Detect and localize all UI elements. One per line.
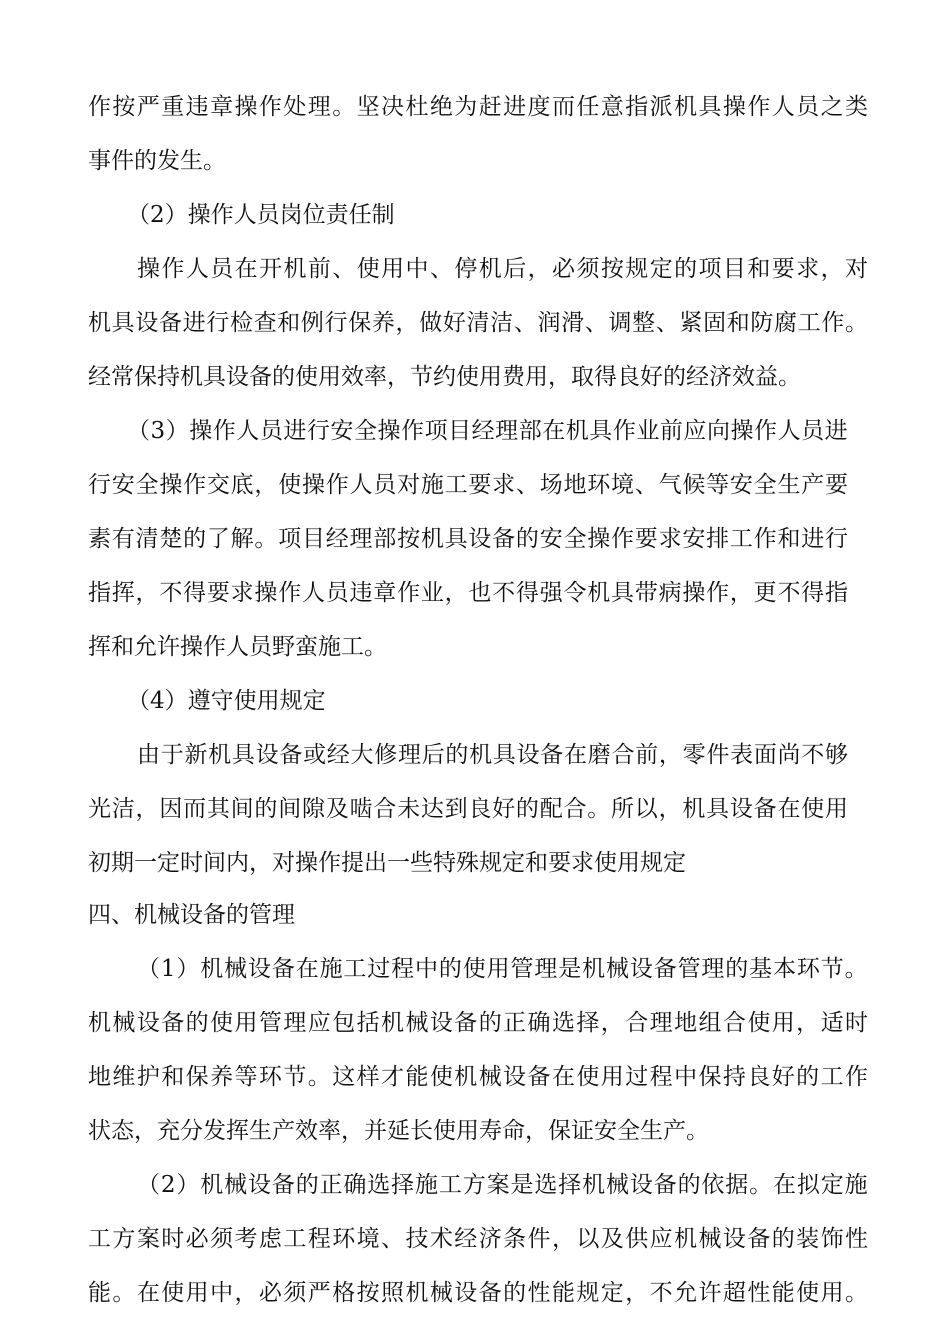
- text-line: 指挥，不得要求操作人员违章作业，也不得强令机具带病操作，更不得指: [88, 580, 849, 606]
- text-line: 地维护和保养等环节。这样才能使机械设备在使用过程中保持良好的工作: [88, 1064, 870, 1090]
- text-line: （3）操作人员进行安全操作项目经理部在机具作业前应向操作人员进: [127, 418, 849, 444]
- text-line: 作按严重违章操作处理。坚决杜绝为赶进度而任意指派机具操作人员之类: [88, 94, 870, 120]
- section-heading: （2）操作人员岗位责任制: [127, 202, 395, 228]
- text-line: 能。在使用中，必须严格按照机械设备的性能规定，不允许超性能使用。: [88, 1280, 870, 1306]
- text-line: 机具设备进行检查和例行保养，做好清洁、润滑、调整、紧固和防腐工作。: [88, 310, 869, 336]
- text-line: 事件的发生。: [88, 148, 226, 174]
- text-line: （1）机械设备在施工过程中的使用管理是机械设备管理的基本环节。: [137, 956, 869, 982]
- text-line: 行安全操作交底，使操作人员对施工要求、场地环境、气候等安全生产要: [88, 472, 849, 498]
- text-line: 状态，充分发挥生产效率，并延长使用寿命，保证安全生产。: [88, 1118, 709, 1144]
- section-heading: （4）遵守使用规定: [127, 688, 326, 714]
- text-line: 机械设备的使用管理应包括机械设备的正确选择，合理地组合使用，适时: [88, 1010, 870, 1036]
- text-line: 素有清楚的了解。项目经理部按机具设备的安全操作要求安排工作和进行: [88, 526, 849, 552]
- chapter-heading: 四、机械设备的管理: [88, 902, 295, 928]
- text-line: 操作人员在开机前、使用中、停机后，必须按规定的项目和要求，对: [137, 256, 870, 282]
- text-line: 工方案时必须考虑工程环境、技术经济条件，以及供应机械设备的装饰性: [88, 1226, 870, 1252]
- text-line: （2）机械设备的正确选择施工方案是选择机械设备的依据。在拟定施: [137, 1172, 869, 1198]
- text-line: 初期一定时间内，对操作提出一些特殊规定和要求使用规定: [88, 850, 686, 876]
- text-line: 经常保持机具设备的使用效率，节约使用费用，取得良好的经济效益。: [88, 364, 801, 390]
- text-line: 由于新机具设备或经大修理后的机具设备在磨合前，零件表面尚不够: [137, 742, 849, 768]
- text-line: 挥和允许操作人员野蛮施工。: [88, 634, 387, 660]
- text-line: 光洁，因而其间的间隙及啮合未达到良好的配合。所以，机具设备在使用: [88, 796, 849, 822]
